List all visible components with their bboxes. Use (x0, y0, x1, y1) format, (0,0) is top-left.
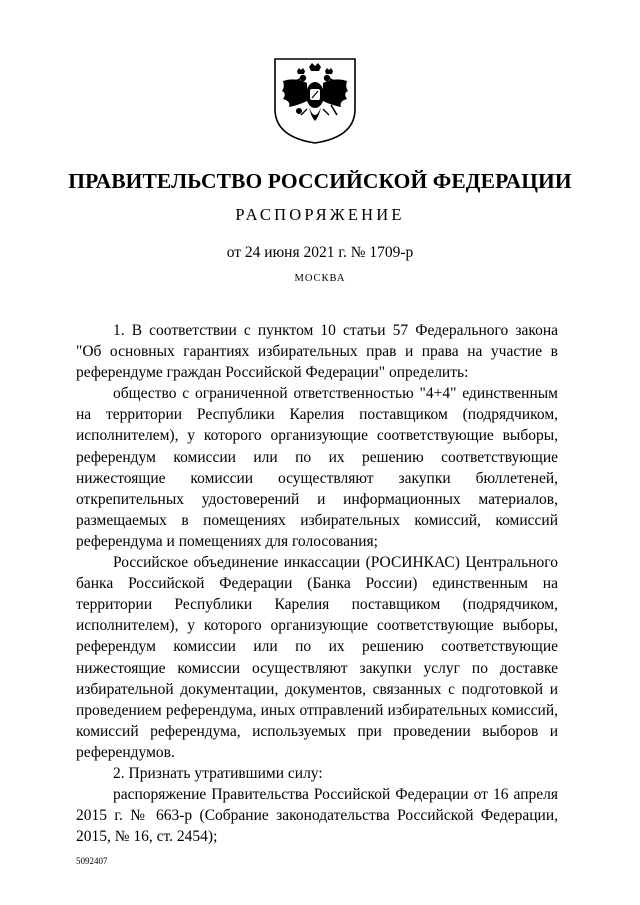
government-title: ПРАВИТЕЛЬСТВО РОССИЙСКОЙ ФЕДЕРАЦИИ (68, 169, 572, 193)
state-emblem-icon (273, 57, 357, 145)
paragraph-1: 1. В соответствии с пунктом 10 статьи 57 Федерального закона "Об основных гарантиях избирательных прав и права на участие в референдуме граждан Российской Федерации" определить: (76, 322, 558, 382)
document-date-number: от 24 июня 2021 г. № 1709-р (226, 244, 414, 261)
document-code: 5092407 (76, 856, 108, 866)
paragraph-4: 2. Признать утратившими силу: (113, 764, 323, 782)
paragraph-3: Российское объединение инкассации (РОСИНКАС) Центрального банка Российской Федерации (Банка России) единственным на территории Республики Карелия поставщиком (подрядчиком, исполнителем), у которого организующие соответствующие выборы, референдум комиссии или по их решению соответствующие нижестоящие комиссии осуществляют закупки услуг по доставке избирательной документации, документов, связанных с подготовкой и проведением референдума, иных отправлений избирательных комиссий, комиссий референдума, используемых при проведении выборов и референдумов. (76, 554, 558, 761)
paragraph-2: общество с ограниченной ответственностью "4+4" единственным на территории Республики Карелия поставщиком (подрядчиком, исполнителем), у которого организующие соответствующие выборы, референдум комиссии или по их решению соответствующие нижестоящие комиссии осуществляют закупки бюллетеней, открепительных удостоверений и информационных материалов, размещаемых в помещениях избирательных комиссий, комиссий референдума и помещениях для голосования; (76, 385, 558, 550)
document-body (76, 320, 558, 847)
document-type: РАСПОРЯЖЕНИЕ (235, 205, 405, 224)
document-city: МОСКВА (294, 273, 346, 284)
paragraph-5: распоряжение Правительства Российской Федерации от 16 апреля 2015 г. № 663-р (Собрание законодательства Российской Федерации, 2015, № 16, ст. 2454); (76, 786, 558, 846)
